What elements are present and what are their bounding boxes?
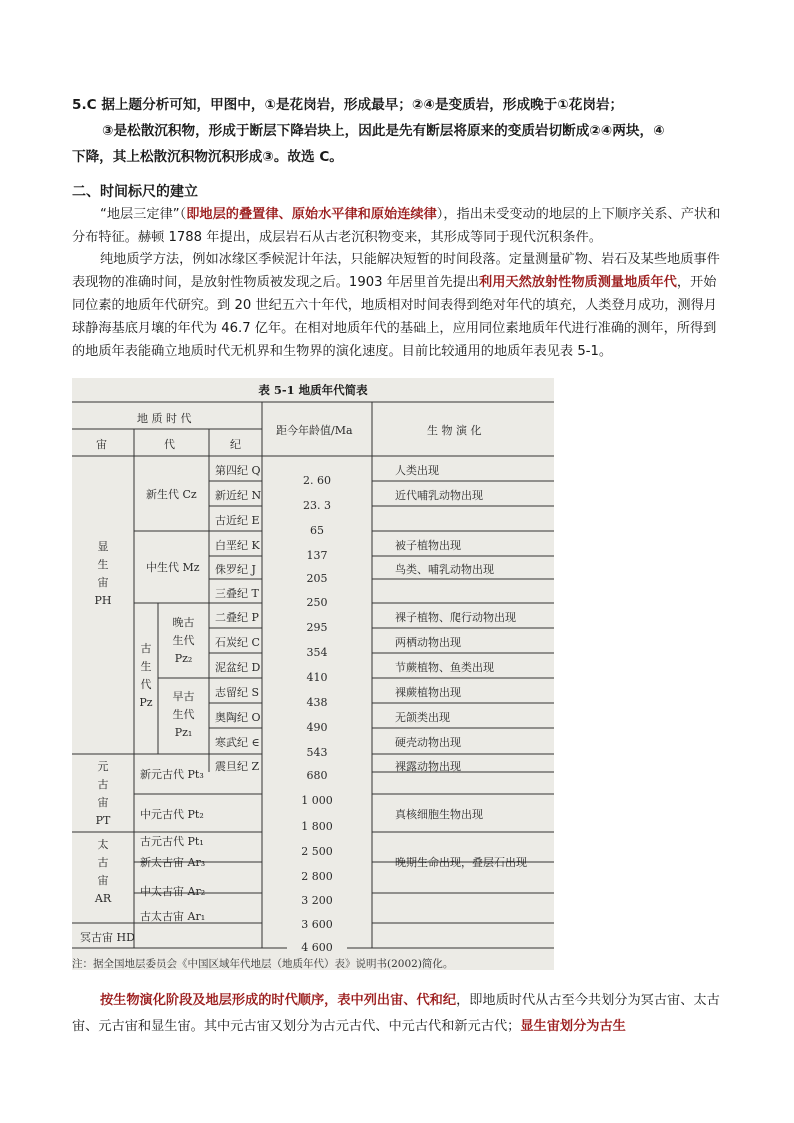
- period-ordovician: 奥陶纪 O: [215, 711, 261, 724]
- answer-line-2: ③是松散沉积物，形成于断层下降岩块上，因此是先有断层将原来的变质岩切断成②④两块，④: [102, 123, 665, 139]
- era-mesozoic: 中生代 Mz: [146, 561, 200, 574]
- bio-event: 裸蕨植物出现: [395, 686, 461, 699]
- answer-block: [72, 92, 732, 170]
- period-triassic: 三叠纪 T: [215, 587, 259, 600]
- period-neogene: 新近纪 N: [215, 489, 262, 502]
- header-geologic-time: 地 质 时 代: [137, 412, 192, 425]
- period-paleogene: 古近纪 E: [215, 514, 260, 527]
- subera-late-paleozoic: 晚古 生代 Pz₂: [172, 616, 195, 665]
- geologic-time-table: [72, 378, 554, 970]
- bio-event: 鸟类、哺乳动物出现: [395, 563, 494, 576]
- bottom-text: ，即地质时代从古至今共划分为冥古宙、太古宙、元古宙和显生宙。其中元古宙又划分为古元古代、中元古代和新元古代；: [72, 993, 720, 1034]
- period-cretaceous: 白垩纪 K: [215, 539, 260, 552]
- bio-event: 真核细胞生物出现: [395, 808, 483, 821]
- age-value: 1 800: [287, 820, 347, 833]
- table-note: 注：据全国地层委员会《中国区域年代地层（地质年代）表》说明书(2002)简化。: [72, 958, 454, 970]
- era-paleoarchean: 古太古宙 Ar₁: [140, 910, 206, 923]
- bio-event: 近代哺乳动物出现: [395, 489, 483, 502]
- age-value: 543: [287, 746, 347, 759]
- period-jurassic: 侏罗纪 J: [215, 563, 256, 576]
- age-value: 1 000: [287, 794, 347, 807]
- age-value: 4 600: [287, 941, 347, 954]
- eon-archean: 太 古 宙 AR: [94, 838, 112, 905]
- bio-event: 晚期生命出现，叠层石出现: [395, 856, 527, 869]
- period-carboniferous: 石炭纪 C: [215, 636, 260, 649]
- age-value: 65: [287, 524, 347, 537]
- era-neoproterozoic: 新元古代 Pt₃: [140, 768, 204, 781]
- bio-event: 硬壳动物出现: [395, 736, 461, 749]
- bio-event: 裸露动物出现: [395, 760, 461, 773]
- table-caption: 表 5-1 地质年代简表: [258, 383, 368, 397]
- era-mesoproterozoic: 中元古代 Pt₂: [140, 808, 204, 821]
- eon-proterozoic: 元 古 宙 PT: [95, 760, 111, 827]
- era-neoarchean: 新太古宙 Ar₃: [140, 856, 206, 869]
- period-cambrian: 寒武纪 ∈: [215, 736, 260, 749]
- period-sinian: 震旦纪 Z: [215, 760, 260, 773]
- section-title: 二、时间标尺的建立: [72, 184, 198, 200]
- period-quaternary: 第四纪 Q: [215, 464, 261, 477]
- paragraph-isotope-dating: [72, 248, 726, 363]
- bio-event: 无颌类出现: [395, 711, 450, 724]
- age-value: 3 600: [287, 918, 347, 931]
- para2-post: ，开始同位素的地质年代研究。到 20 世纪五六十年代，地质相对时间表得到绝对年代的填充，人类登月成功，测得月球静海基底月壤的年代为 46.7 亿年。在相对地质年代的基础上，应用同位素地质年代进行准确的测年，所得到的地质年表能确立地质时代无机界和生物界的演化速度。目前比较通用的地质年表见表 5-1。: [72, 275, 717, 359]
- age-value: 137: [287, 549, 347, 562]
- para1-highlight: 即地层的叠置律、原始水平律和原始连续律: [186, 207, 437, 222]
- para2-pre: 纯地质学方法，例如冰缘区季候泥计年法，只能解决短暂的时间段落。定量测量矿物、岩石及某些地质事件表现物的准确时间，是放射性物质被发现之后。1903 年居里首先提出: [72, 252, 720, 290]
- bio-event: 裸子植物、爬行动物出现: [395, 611, 516, 624]
- era-paleozoic: 古 生 代 Pz: [139, 642, 153, 709]
- header-bio: 生 物 演 化: [427, 424, 482, 437]
- age-value: 250: [287, 596, 347, 609]
- age-value: 295: [287, 621, 347, 634]
- bottom-highlight-2: 显生宙划分为古生: [520, 1019, 626, 1034]
- age-value: 354: [287, 646, 347, 659]
- bio-event: 节蕨植物、鱼类出现: [395, 661, 494, 674]
- period-devonian: 泥盆纪 D: [215, 661, 261, 674]
- age-value: 23. 3: [287, 499, 347, 512]
- para1-post: ），指出未受变动的地层的上下顺序关系、产状和分布特征。赫顿 1788 年提出，成层岩石从古老沉积物变来，其形成等同于现代沉积条件。: [72, 207, 721, 245]
- header-eon: 宙: [96, 438, 107, 451]
- period-permian: 二叠纪 P: [215, 611, 259, 624]
- eon-phanerozoic: 显 生 宙 PH: [94, 540, 112, 607]
- age-value: 205: [287, 572, 347, 585]
- bio-event: 被子植物出现: [395, 539, 461, 552]
- header-period: 纪: [230, 438, 241, 451]
- paragraph-time-division: [72, 988, 732, 1040]
- age-value: 680: [287, 769, 347, 782]
- header-age: 距今年龄值/Ma: [276, 424, 353, 437]
- answer-line-1: 5.C 据上题分析可知，甲图中，①是花岗岩，形成最早；②④是变质岩，形成晚于①花岗岩；: [72, 97, 624, 113]
- age-value: 490: [287, 721, 347, 734]
- header-era: 代: [164, 438, 175, 451]
- eon-hadean: 冥古宙 HD: [80, 931, 135, 944]
- period-silurian: 志留纪 S: [215, 686, 260, 699]
- era-cenozoic: 新生代 Cz: [146, 488, 197, 501]
- bio-event: 两栖动物出现: [395, 636, 461, 649]
- subera-early-paleozoic: 早古 生代 Pz₁: [172, 690, 195, 739]
- age-value: 2 800: [287, 870, 347, 883]
- age-value: 3 200: [287, 894, 347, 907]
- paragraph-strata-laws: [72, 203, 726, 249]
- para1-pre: “地层三定律”（: [100, 207, 187, 222]
- era-paleoproterozoic: 古元古代 Pt₁: [140, 835, 204, 848]
- bottom-highlight-1: 按生物演化阶段及地层形成的时代顺序，表中列出宙、代和纪: [100, 993, 457, 1008]
- era-mesoarchean: 中太古宙 Ar₂: [140, 885, 206, 898]
- age-value: 438: [287, 696, 347, 709]
- para2-highlight: 利用天然放射性物质测量地质年代: [479, 275, 677, 290]
- bio-event: 人类出现: [395, 464, 439, 477]
- age-value: 2. 60: [287, 474, 347, 487]
- age-value: 2 500: [287, 845, 347, 858]
- age-value: 410: [287, 671, 347, 684]
- answer-line-3: 下降，其上松散沉积物沉积形成③。故选 C。: [72, 149, 343, 165]
